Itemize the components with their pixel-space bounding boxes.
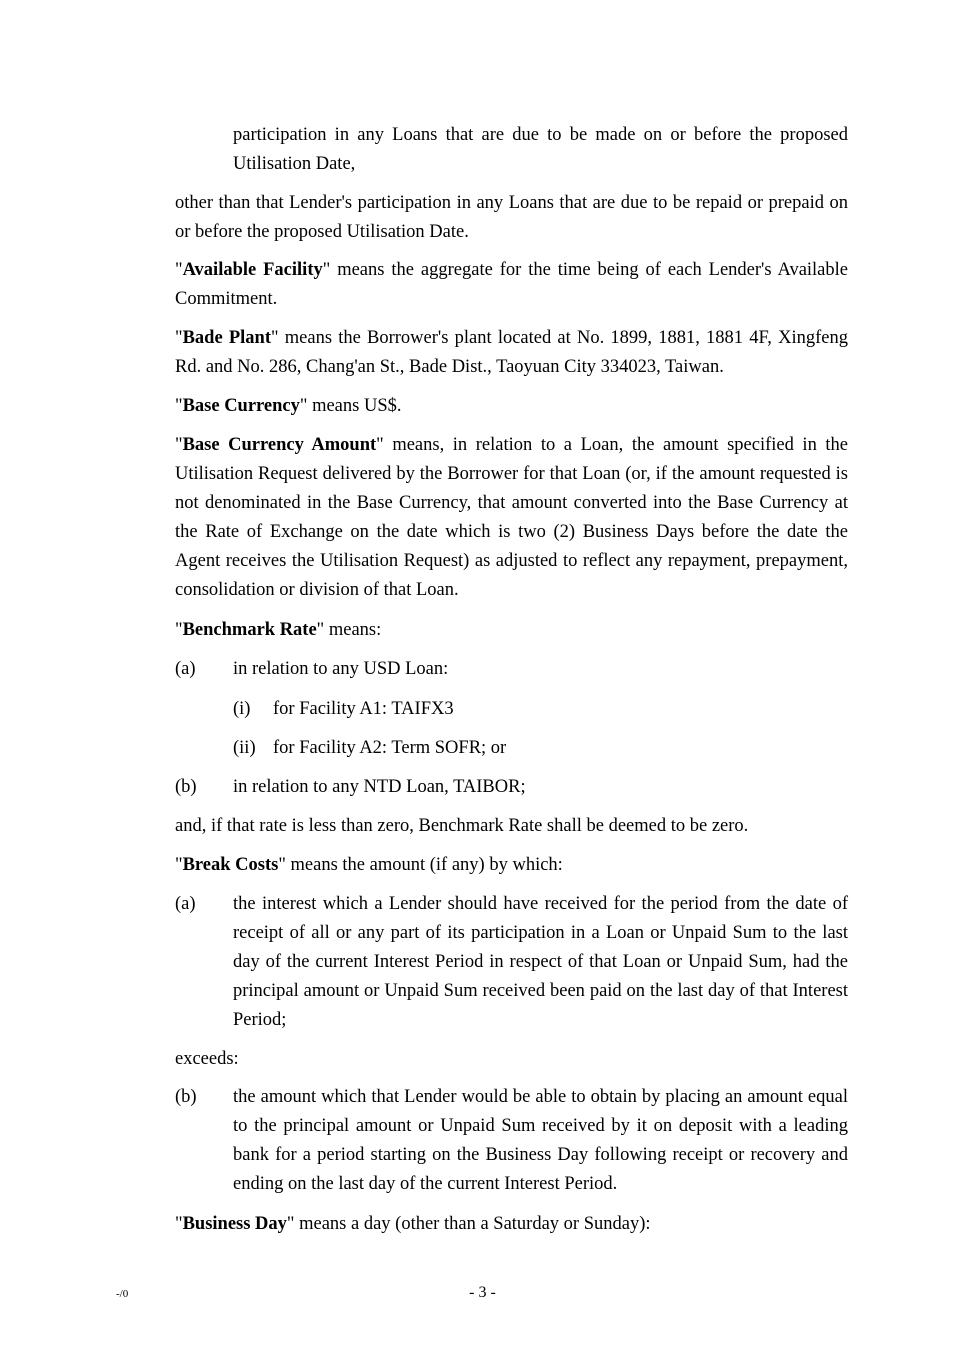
definition-base-currency-amount: "Base Currency Amount" means, in relation to a Loan, the amount specified in the Utilisation Request delivered by the Borrower for that Loan (or, if the amount requested is not denominated in the Base Currency, that amount converted into the Base Currency at the Rate of Exchange on the date which is two (2) Business Days before the date the Agent receives the Utilisation Request) as adjusted to reflect any repayment, prepayment, consolidation or division of that Loan.	[175, 435, 849, 600]
term-business-day: Business Day	[182, 1214, 287, 1234]
sublist-label-i: (i)	[233, 699, 251, 719]
list-label-b: (b)	[175, 777, 197, 797]
definition-available-facility: "Available Facility" means the aggregate for the time being of each Lender's Available Commitment.	[175, 260, 848, 309]
list-item-usd-loan: in relation to any USD Loan:	[233, 659, 449, 679]
sublist-item-facility-a2: for Facility A2: Term SOFR; or	[273, 738, 507, 758]
definition-business-day: "Business Day" means a day (other than a Saturday or Sunday):	[175, 1214, 651, 1234]
paragraph-exceeds: exceeds:	[175, 1049, 239, 1069]
term-base-currency: Base Currency	[182, 396, 300, 416]
paragraph-benchmark-zero-floor: and, if that rate is less than zero, Benchmark Rate shall be deemed to be zero.	[175, 816, 749, 836]
list-label-a: (a)	[175, 659, 196, 679]
term-available-facility: Available Facility	[182, 260, 323, 280]
definition-base-currency: "Base Currency" means US$.	[175, 396, 402, 416]
list-item-interest-received: the interest which a Lender should have received for the period from the date of receipt of all or any part of its participation in a Loan or Unpaid Sum to the last day of the current Interest Period in respect of that Loan or Unpaid Sum, had the principal amount or Unpaid Sum received been paid on the last day of that Interest Period;	[233, 894, 848, 1030]
footer-doc-ref: -/0	[116, 1288, 129, 1300]
list-item-ntd-loan: in relation to any NTD Loan, TAIBOR;	[233, 777, 526, 797]
term-base-currency-amount: Base Currency Amount	[182, 435, 377, 455]
paragraph-other-than: other than that Lender's participation in any Loans that are due to be repaid or prepaid on or before the proposed Utilisation Date.	[175, 193, 848, 242]
definition-bade-plant: "Bade Plant" means the Borrower's plant located at No. 1899, 1881, 1881 4F, Xingfeng Rd. and No. 286, Chang'an St., Bade Dist., Taoyuan City 334023, Taiwan.	[175, 328, 848, 377]
paragraph-participation: participation in any Loans that are due to be made on or before the proposed Utilisation Date,	[233, 125, 848, 174]
term-bade-plant: Bade Plant	[182, 328, 271, 348]
term-break-costs: Break Costs	[182, 855, 279, 875]
definition-benchmark-rate: "Benchmark Rate" means:	[175, 620, 382, 640]
list-item-deposit-amount: the amount which that Lender would be able to obtain by placing an amount equal to the principal amount or Unpaid Sum received by it on deposit with a leading bank for a period starting on the Business Day following receipt or recovery and ending on the last day of the current Interest Period.	[233, 1087, 848, 1194]
list-label-b: (b)	[175, 1087, 197, 1107]
list-label-a: (a)	[175, 894, 196, 914]
term-benchmark-rate: Benchmark Rate	[182, 620, 317, 640]
page-number: - 3 -	[469, 1284, 496, 1301]
sublist-label-ii: (ii)	[233, 738, 256, 758]
definition-break-costs: "Break Costs" means the amount (if any) by which:	[175, 855, 563, 875]
sublist-item-facility-a1: for Facility A1: TAIFX3	[273, 699, 454, 719]
